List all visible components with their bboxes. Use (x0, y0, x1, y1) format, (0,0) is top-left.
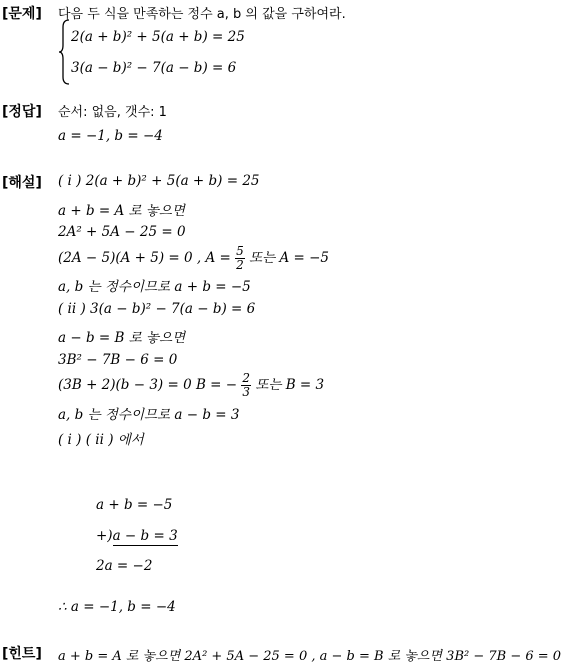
fraction-numerator: 5 (236, 244, 244, 258)
fraction-numerator: 2 (242, 371, 251, 385)
fraction-2-over-3 (241, 372, 251, 399)
solution-step-7: a − b = B 로 놓으면 (58, 330, 186, 346)
answer-meta: 순서: 없음, 갯수: 1 (58, 105, 167, 120)
answer-values: a = −1, b = −4 (58, 128, 163, 144)
step-4-text: (2A − 5)(A + 5) = 0 , A = (58, 250, 231, 266)
step-4-tail: 또는 A = −5 (249, 250, 329, 266)
problem-label: [문제] (2, 6, 42, 22)
solution-step-6: ( ii ) 3(a − b)² − 7(a − b) = 6 (58, 301, 256, 317)
step-9-tail: 또는 B = 3 (255, 377, 325, 393)
equation-1: 2(a + b)² + 5(a + b) = 25 (71, 29, 245, 45)
underlined-term: a − b = 3 (112, 528, 178, 544)
final-answer: ∴ a = −1, b = −4 (58, 599, 176, 615)
equation-2: 3(a − b)² − 7(a − b) = 6 (71, 60, 237, 76)
fraction-5-over-2 (235, 245, 245, 272)
step-9-text: (3B + 2)(b − 3) = 0 B = − (58, 377, 238, 393)
solution-step-10: a, b 는 정수이므로 a − b = 3 (58, 407, 240, 423)
column-sum-row-1: a + b = −5 (96, 497, 173, 513)
problem-intro: 다음 두 식을 만족하는 정수 a, b 의 값을 구하여라. (58, 7, 346, 22)
solution-step-2: a + b = A 로 놓으면 (58, 203, 185, 219)
solution-step-3: 2A² + 5A − 25 = 0 (58, 224, 186, 240)
plus-marker: +) (96, 528, 113, 544)
hint-text: a + b = A 로 놓으면 2A² + 5A − 25 = 0 , a − b = B 로 놓으면 3B² − 7B − 6 = 0 (58, 649, 562, 664)
solution-step-9 (58, 372, 324, 399)
solution-step-5: a, b 는 정수이므로 a + b = −5 (58, 279, 251, 295)
hint-label: [힌트] (2, 646, 42, 662)
solution-label: [해설] (2, 175, 42, 191)
solution-step-1: ( i ) 2(a + b)² + 5(a + b) = 25 (58, 173, 260, 189)
column-sum-row-2 (96, 528, 178, 544)
solution-step-8: 3B² − 7B − 6 = 0 (58, 352, 178, 368)
solution-step-11: ( i ) ( ii ) 에서 (58, 432, 144, 448)
fraction-denominator: 2 (236, 258, 244, 272)
answer-label: [정답] (2, 104, 42, 120)
system-brace (58, 19, 70, 85)
solution-step-4 (58, 245, 329, 272)
fraction-denominator: 3 (242, 385, 251, 399)
column-sum-result: 2a = −2 (96, 558, 153, 574)
